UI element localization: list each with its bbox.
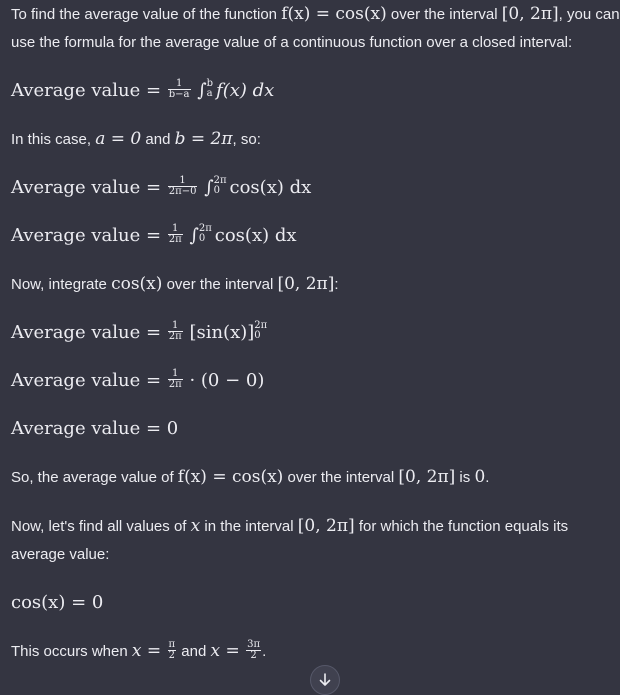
text: This occurs when <box>11 643 132 660</box>
text: : <box>334 276 339 293</box>
math-inline: cos(x) <box>111 274 163 294</box>
integral-limits <box>207 79 213 99</box>
eq-tail: · (0 − 0) <box>189 370 265 391</box>
integral-sign: ∫ <box>197 80 207 101</box>
eq-tail: 0 <box>166 418 179 439</box>
eq-label: Average value = <box>11 322 167 343</box>
math-inline: [0, 2π] <box>398 467 456 487</box>
text: and <box>141 131 175 148</box>
text: . <box>485 469 490 486</box>
eq-label: Average value = <box>11 80 167 101</box>
text: In this case, <box>11 131 96 148</box>
math-inline: b = 2π <box>174 129 233 149</box>
occurs-paragraph <box>11 637 620 666</box>
math-inline: 0 <box>474 467 486 487</box>
math-inline: f(x) = cos(x) <box>281 4 387 24</box>
eq-label: Average value = <box>11 418 167 439</box>
frac-den: 2 <box>250 649 257 661</box>
math-inline: [0, 2π] <box>277 274 335 294</box>
assistant-message <box>11 0 620 666</box>
arrow-down-icon <box>318 673 332 687</box>
text: Now, let's find all values of <box>11 518 191 535</box>
text: Now, integrate <box>11 276 112 293</box>
frac-den: b−a <box>168 88 190 100</box>
text: over the interval <box>386 6 502 23</box>
frac-num: 1 <box>168 79 191 90</box>
conclusion-paragraph <box>11 463 620 492</box>
formula-step4 <box>11 367 620 395</box>
upper-limit: 2π <box>198 223 212 234</box>
lower-limit: 0 <box>254 330 261 341</box>
frac-num: 3π <box>247 638 261 650</box>
lower-limit: 0 <box>198 233 206 244</box>
text: . <box>262 643 267 660</box>
intro-paragraph <box>11 0 620 57</box>
frac-den: 2π−0 <box>168 185 197 197</box>
integrate-paragraph <box>11 270 620 299</box>
scroll-to-bottom-button[interactable] <box>310 665 340 695</box>
text: , you can use the formula for the average value of a continuous function over a closed interval: <box>11 6 620 51</box>
frac-den: 2π <box>168 330 182 342</box>
integral-sign: ∫ <box>204 177 214 198</box>
math-inline: a = 0 <box>95 129 142 149</box>
lower-limit: a <box>206 88 213 99</box>
lower-limit: 0 <box>213 185 220 196</box>
upper-limit: 2π <box>213 175 227 186</box>
math-inline: x = <box>210 641 246 661</box>
integrand: cos(x) dx <box>229 177 312 198</box>
text: for which the function equals its average value: <box>11 518 569 563</box>
text: To find the average value of the function <box>11 6 282 23</box>
math-inline: x = <box>131 641 167 661</box>
fraction <box>168 321 183 342</box>
fraction <box>168 640 177 661</box>
frac-num: π <box>168 638 176 650</box>
math-inline: f(x) = cos(x) <box>177 467 284 487</box>
upper-limit: b <box>206 78 214 89</box>
integral-limits <box>199 224 212 244</box>
formula-step2 <box>11 222 620 250</box>
antiderivative: [sin(x)] <box>189 322 255 343</box>
text: So, the average value of <box>11 469 178 486</box>
frac-den: 2π <box>168 233 182 245</box>
equation: cos(x) = 0 <box>11 592 104 613</box>
eval-limits <box>254 321 267 341</box>
text: over the interval <box>162 276 278 293</box>
upper-limit: 2π <box>254 320 268 331</box>
integrand: f(x) dx <box>216 80 275 101</box>
frac-num: 1 <box>168 176 198 187</box>
frac-num: 1 <box>168 369 183 380</box>
text: , so: <box>232 131 261 148</box>
integral-limits <box>214 176 227 196</box>
frac-num: 1 <box>168 321 183 332</box>
math-inline: [0, 2π] <box>297 516 355 536</box>
eq-label: Average value = <box>11 225 167 246</box>
text: over the interval <box>283 469 399 486</box>
formula-step1 <box>11 174 620 202</box>
text: and <box>177 643 211 660</box>
fraction <box>168 79 191 100</box>
frac-den: 2 <box>168 649 175 661</box>
frac-den: 2π <box>168 378 182 390</box>
integrand: cos(x) dx <box>214 225 297 246</box>
math-inline: [0, 2π] <box>501 4 559 24</box>
cos-equation <box>11 589 620 617</box>
frac-num: 1 <box>168 224 183 235</box>
eq-label: Average value = <box>11 370 167 391</box>
fraction <box>168 176 198 197</box>
formula-general <box>11 77 620 105</box>
case-paragraph <box>11 125 620 154</box>
fraction <box>246 640 261 661</box>
text: in the interval <box>200 518 298 535</box>
integral-sign: ∫ <box>189 225 199 246</box>
formula-step3 <box>11 319 620 347</box>
eq-label: Average value = <box>11 177 167 198</box>
text: is <box>455 469 475 486</box>
formula-step5 <box>11 415 620 443</box>
find-paragraph <box>11 512 620 569</box>
math-inline: x <box>190 516 201 536</box>
fraction <box>168 224 183 245</box>
fraction <box>168 369 183 390</box>
